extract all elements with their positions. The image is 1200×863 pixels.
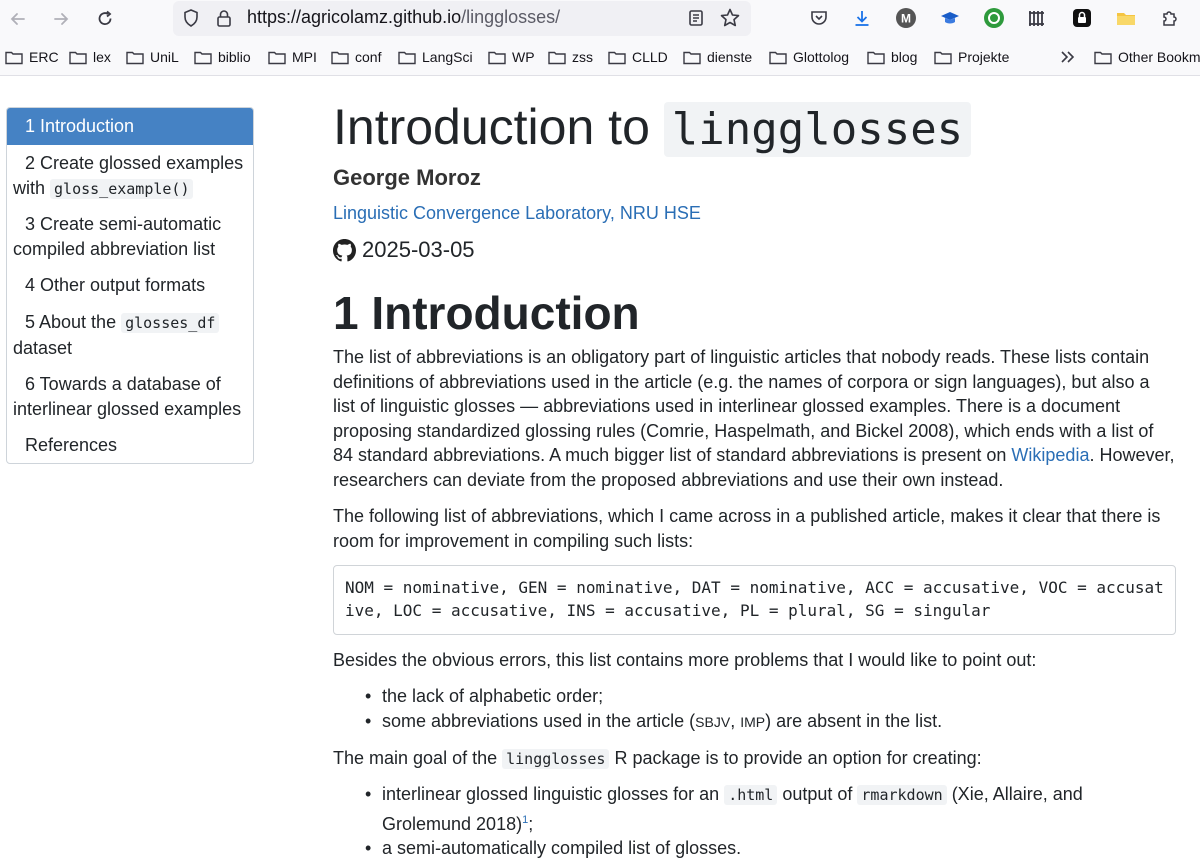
- url-host: https://agricolamz.github.io: [247, 7, 462, 27]
- folder-icon: [1094, 49, 1112, 65]
- toc-item-gloss-example[interactable]: [7, 151, 253, 176]
- extension-library-icon[interactable]: [1024, 5, 1050, 31]
- page-title-text: Introduction to: [333, 99, 650, 155]
- url-path: /lingglosses/: [461, 7, 561, 27]
- bookmark-label: MPI: [292, 49, 317, 65]
- gloss-abbrev: SBJV: [695, 713, 731, 730]
- inline-code: .html: [724, 785, 777, 805]
- bookmark-label: blog: [891, 49, 918, 65]
- list-text: output of: [777, 784, 858, 804]
- bookmark-label: UniL: [150, 49, 179, 65]
- gloss-abbrev: IMP: [740, 713, 766, 730]
- reload-icon: [95, 9, 115, 29]
- back-arrow-icon: [8, 9, 28, 29]
- date-line: [333, 237, 475, 263]
- toc-label: compiled abbreviation list: [13, 239, 216, 259]
- extension-padlock-icon[interactable]: [1069, 5, 1095, 31]
- bookmark-folder[interactable]: [488, 49, 535, 65]
- tracking-shield-icon[interactable]: [181, 8, 201, 33]
- toc-item-abbreviation-list[interactable]: [7, 212, 253, 237]
- bookmark-label: Glottolog: [793, 49, 850, 65]
- bookmark-label: conf: [355, 49, 382, 65]
- bookmark-folder[interactable]: [934, 49, 1009, 65]
- folder-icon: [769, 49, 787, 65]
- toc-label: with: [13, 178, 51, 198]
- toc-label: 3 Create semi-automatic: [25, 214, 222, 234]
- toc-label: interlinear glossed examples: [13, 399, 242, 419]
- reload-button[interactable]: [91, 5, 119, 33]
- toc-item-glosses-df[interactable]: [7, 310, 253, 336]
- bookmark-label: LangSci: [422, 49, 473, 65]
- toc-item-glosses-df-line2[interactable]: [7, 336, 253, 361]
- forward-button[interactable]: [47, 5, 75, 33]
- list-text: interlinear glossed linguistic glosses for an: [382, 784, 725, 804]
- intro-text-a: The list of abbreviations is an obligatory part of linguistic articles that nobody reads. These lists contain definitions of abbreviations used in the article (e.g. the names of corpora or sign languages), but also a list of linguistic glosses — abbreviations used in interlinear glossed examples. There is a document proposing standardized glossing rules (Comrie, Haspelmath, and Bickel 2008), which ends with a list of 84 standard abbreviations. A much bigger list of standard abbreviations is present on: [333, 347, 1154, 465]
- folder-icon: [331, 49, 349, 65]
- list-item: [382, 782, 1175, 836]
- citation-text: (Xie, Allaire, and Grolemund 2018): [382, 784, 1083, 834]
- bookmark-star-icon[interactable]: [719, 7, 741, 34]
- toc-label: 1 Introduction: [25, 116, 135, 136]
- inline-code: rmarkdown: [857, 785, 946, 805]
- author-name: George Moroz: [333, 165, 481, 190]
- bookmark-label: WP: [512, 49, 535, 65]
- second-paragraph: The following list of abbreviations, which I came across in a published article, makes it clear that there is room for improvement in compiling such lists:: [333, 506, 1161, 551]
- pocket-icon[interactable]: [806, 5, 832, 31]
- page-title-code: lingglosses: [664, 102, 971, 157]
- abbreviation-code-block: [333, 565, 1176, 635]
- date-text: 2025-03-05: [362, 237, 475, 262]
- bookmark-label: ERC: [29, 49, 59, 65]
- code-line: NOM = nominative, GEN = nominative, DAT = nominative, ACC = accusative, VOC = accusat: [345, 578, 1164, 597]
- folder-icon: [398, 49, 416, 65]
- bookmark-label: CLLD: [632, 49, 668, 65]
- code-line: ive, LOC = accusative, INS = accusative, PL = plural, SG = singular: [345, 601, 991, 620]
- toc-item-introduction[interactable]: [7, 108, 253, 145]
- extension-folder-icon[interactable]: [1113, 5, 1139, 31]
- back-button[interactable]: [4, 5, 32, 33]
- bookmark-label: zss: [572, 49, 593, 65]
- toc-label: 5 About the: [25, 312, 122, 332]
- list-item: • a semi-automatically compiled list of glosses.: [382, 836, 1175, 861]
- list-item: • the lack of alphabetic order;: [382, 684, 942, 709]
- bookmark-folder[interactable]: [398, 49, 473, 65]
- intro-paragraph: [333, 345, 1175, 492]
- bookmarks-overflow-button[interactable]: [1059, 49, 1083, 65]
- goals-list: [382, 782, 1175, 861]
- bookmark-label: biblio: [218, 49, 251, 65]
- extension-graduation-icon[interactable]: [937, 5, 963, 31]
- url-bar[interactable]: [173, 1, 751, 36]
- affiliation-link[interactable]: Linguistic Convergence Laboratory, NRU HSE: [333, 203, 701, 223]
- folder-icon: [194, 49, 212, 65]
- lock-icon[interactable]: [215, 8, 233, 33]
- download-icon[interactable]: [849, 5, 875, 31]
- bookmark-folder-other[interactable]: [1094, 49, 1200, 65]
- bookmark-folder[interactable]: [608, 49, 668, 65]
- toc-code: glosses_df: [121, 313, 219, 333]
- folder-icon: [934, 49, 952, 65]
- section-heading: 1 Introduction: [333, 287, 640, 339]
- folder-icon: [867, 49, 885, 65]
- bookmark-label: dienste: [707, 49, 753, 65]
- bookmark-folder[interactable]: [126, 49, 179, 65]
- folder-icon: [548, 49, 566, 65]
- bookmark-label: Other Bookm: [1118, 49, 1200, 65]
- folder-icon: [608, 49, 626, 65]
- folder-icon: [488, 49, 506, 65]
- reader-view-icon[interactable]: [686, 8, 706, 33]
- toc-label: References: [25, 435, 118, 455]
- bookmark-folder[interactable]: [268, 49, 317, 65]
- extension-zotero-icon[interactable]: [981, 5, 1007, 31]
- bookmark-folder[interactable]: [5, 49, 59, 65]
- inline-code: lingglosses: [502, 749, 609, 769]
- toc-label: dataset: [13, 338, 73, 358]
- folder-icon: [126, 49, 144, 65]
- bookmark-folder[interactable]: [331, 49, 381, 65]
- para-text: The main goal of the: [333, 748, 503, 768]
- bookmark-label: Projekte: [958, 49, 1010, 65]
- account-icon[interactable]: [893, 5, 919, 31]
- intro-text-b: . However, researchers can deviate from the proposed abbreviations and use their own instead.: [333, 445, 1175, 490]
- list-text: ;: [528, 813, 534, 834]
- toc-item-references[interactable]: [7, 433, 253, 458]
- table-of-contents: [6, 107, 254, 464]
- toc-item-database-line2[interactable]: [7, 397, 253, 422]
- footnote-link[interactable]: 1: [522, 813, 529, 826]
- toc-item-database[interactable]: [7, 372, 253, 397]
- bookmark-folder[interactable]: [683, 49, 752, 65]
- wikipedia-link[interactable]: Wikipedia: [1011, 445, 1090, 465]
- toc-label: 2 Create glossed examples: [25, 153, 244, 173]
- github-icon[interactable]: [333, 239, 356, 262]
- double-chevron-right-icon: [1059, 49, 1077, 65]
- forward-arrow-icon: [51, 9, 71, 29]
- extensions-puzzle-icon[interactable]: [1157, 5, 1183, 31]
- bookmark-folder[interactable]: [867, 49, 917, 65]
- folder-icon: [683, 49, 701, 65]
- list-text: ,: [730, 710, 741, 731]
- third-paragraph: Besides the obvious errors, this list contains more problems that I would like to point out:: [333, 650, 1037, 670]
- toc-item-output-formats[interactable]: [7, 273, 253, 298]
- fourth-paragraph: [333, 746, 1175, 772]
- url-text[interactable]: [247, 7, 560, 28]
- para-text: R package is to provide an option for creating:: [609, 748, 982, 768]
- bookmarks-bar: [0, 38, 1200, 76]
- list-item: [382, 709, 942, 735]
- bookmark-folder[interactable]: [69, 49, 111, 65]
- folder-icon: [5, 49, 23, 65]
- folder-icon: [268, 49, 286, 65]
- problems-list: [382, 684, 942, 734]
- browser-toolbar: [0, 0, 1200, 38]
- bookmark-folder[interactable]: [769, 49, 849, 65]
- toc-item-abbreviation-list-line2[interactable]: [7, 237, 253, 262]
- toc-item-gloss-example-line2[interactable]: [7, 176, 253, 202]
- page-title: [333, 98, 971, 156]
- toc-label: 6 Towards a database of: [25, 374, 221, 394]
- bookmark-folder[interactable]: [194, 49, 251, 65]
- toc-code: gloss_example(): [50, 179, 193, 199]
- toc-label: 4 Other output formats: [25, 275, 206, 295]
- list-text: ) are absent in the list.: [765, 710, 943, 731]
- folder-icon: [69, 49, 87, 65]
- svg-text:M: M: [901, 11, 911, 26]
- list-text: some abbreviations used in the article (: [382, 710, 696, 731]
- bookmark-folder[interactable]: [548, 49, 593, 65]
- bookmark-label: lex: [93, 49, 111, 65]
